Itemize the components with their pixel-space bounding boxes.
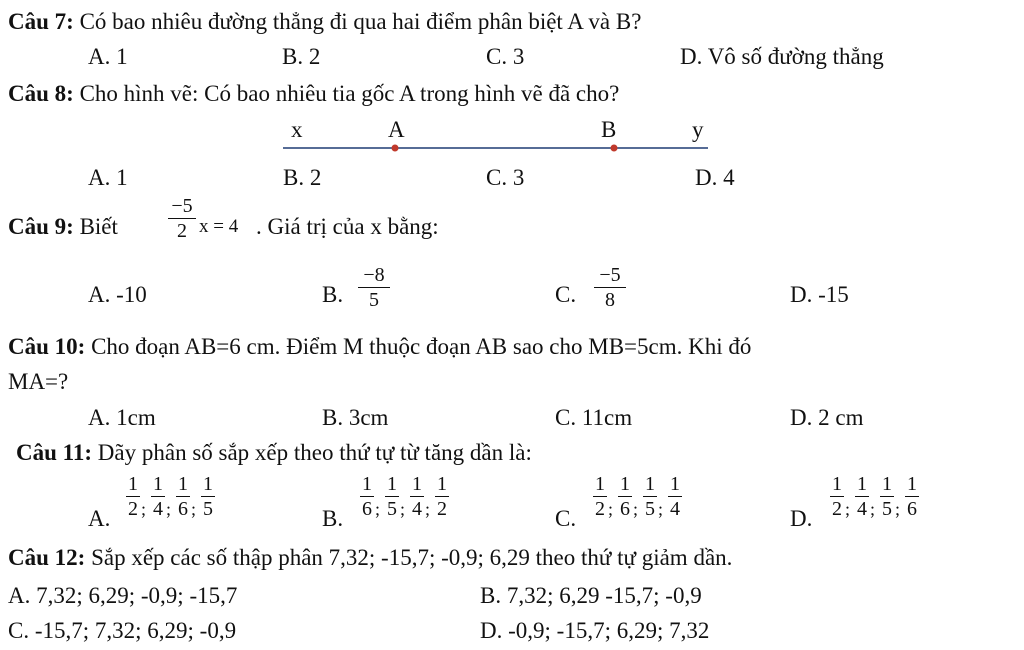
q11-option-a bbox=[88, 474, 248, 534]
q11-option-a-label: A. bbox=[88, 506, 111, 531]
question-10-text: Cho đoạn AB=6 cm. Điểm M thuộc đoạn AB sao cho MB=5cm. Khi đó bbox=[85, 334, 752, 359]
q11-d-fraction-3 bbox=[880, 474, 894, 519]
point-label-y: y bbox=[692, 117, 704, 142]
q11-d-fraction-4 bbox=[905, 474, 919, 519]
q11-option-c bbox=[555, 474, 715, 534]
separator: ; bbox=[633, 499, 639, 519]
separator: ; bbox=[658, 499, 664, 519]
q9-option-c-bar bbox=[594, 287, 626, 288]
denominator: 4 bbox=[412, 498, 422, 520]
q10-option-a: A. 1cm bbox=[88, 405, 156, 430]
fraction-bar bbox=[385, 496, 399, 497]
question-7-label: Câu 7: bbox=[8, 9, 74, 34]
q11-b-fraction-1 bbox=[360, 474, 374, 519]
numerator: 1 bbox=[178, 473, 188, 495]
q11-option-b-label: B. bbox=[322, 506, 344, 531]
q11-c-fraction-1 bbox=[593, 474, 607, 519]
separator: ; bbox=[141, 499, 147, 519]
fraction-bar bbox=[855, 496, 869, 497]
fraction-bar bbox=[880, 496, 894, 497]
fraction-bar bbox=[435, 496, 449, 497]
q11-b-fraction-3 bbox=[410, 474, 424, 519]
numerator: 1 bbox=[832, 473, 842, 495]
numerator: 1 bbox=[907, 473, 917, 495]
q9-option-b-bar bbox=[358, 287, 390, 288]
q7-option-d: D. Vô số đường thẳng bbox=[680, 44, 884, 69]
q11-b-fraction-2 bbox=[385, 474, 399, 519]
fraction-bar bbox=[126, 496, 140, 497]
denominator: 2 bbox=[832, 498, 842, 520]
question-7-text: Có bao nhiêu đường thẳng đi qua hai điểm phân biệt A và B? bbox=[73, 9, 642, 34]
q9-option-a: A. -10 bbox=[88, 282, 147, 307]
q11-a-fraction-2 bbox=[151, 474, 165, 519]
separator: ; bbox=[400, 499, 406, 519]
question-9-prefix bbox=[8, 215, 118, 238]
q8-option-a: A. 1 bbox=[88, 165, 128, 190]
q9-option-c-fraction bbox=[594, 265, 626, 310]
q11-option-b bbox=[322, 474, 482, 534]
numerator: 1 bbox=[203, 473, 213, 495]
fraction-bar bbox=[151, 496, 165, 497]
q11-c-fraction-4 bbox=[668, 474, 682, 519]
question-11-text: Dãy phân số sắp xếp theo thứ tự từ tăng dần là: bbox=[92, 440, 532, 465]
q9-option-c-denominator: 8 bbox=[605, 289, 615, 311]
q10-option-d: D. 2 cm bbox=[790, 405, 864, 430]
q9-expr-tail: x = 4 bbox=[199, 216, 239, 237]
question-11-label: Câu 11: bbox=[16, 440, 93, 465]
point-b-dot bbox=[611, 145, 618, 152]
q8-option-c: C. 3 bbox=[486, 165, 525, 190]
separator: ; bbox=[870, 499, 876, 519]
numerator: 1 bbox=[387, 473, 397, 495]
q12-option-b: B. 7,32; 6,29 -15,7; -0,9 bbox=[480, 583, 702, 608]
fraction-bar bbox=[618, 496, 632, 497]
denominator: 4 bbox=[153, 498, 163, 520]
denominator: 6 bbox=[178, 498, 188, 520]
denominator: 2 bbox=[437, 498, 447, 520]
q9-option-c-numerator: −5 bbox=[599, 264, 621, 286]
question-10 bbox=[8, 335, 751, 358]
separator: ; bbox=[608, 499, 614, 519]
denominator: 2 bbox=[128, 498, 138, 520]
q12-option-c: C. -15,7; 7,32; 6,29; -0,9 bbox=[8, 618, 237, 643]
denominator: 2 bbox=[595, 498, 605, 520]
q11-a-fraction-1 bbox=[126, 474, 140, 519]
q9-option-b-numerator: −8 bbox=[363, 264, 385, 286]
question-12 bbox=[8, 546, 732, 569]
q9-expr-fraction bbox=[168, 196, 196, 241]
q9-option-b-denominator: 5 bbox=[369, 289, 379, 311]
q10-option-c: C. 11cm bbox=[555, 405, 633, 430]
point-label-x: x bbox=[291, 117, 303, 142]
numerator: 1 bbox=[857, 473, 867, 495]
q9-expr-numerator: −5 bbox=[171, 195, 193, 217]
question-10-label: Câu 10: bbox=[8, 334, 86, 359]
q11-d-fraction-1 bbox=[830, 474, 844, 519]
denominator: 4 bbox=[670, 498, 680, 520]
q9-expr-fraction-bar bbox=[168, 218, 196, 219]
q11-option-c-label: C. bbox=[555, 506, 577, 531]
q11-d-fraction-2 bbox=[855, 474, 869, 519]
q7-option-b: B. 2 bbox=[282, 44, 321, 69]
q8-option-b: B. 2 bbox=[283, 165, 322, 190]
question-11 bbox=[16, 441, 532, 464]
q11-a-fraction-4 bbox=[201, 474, 215, 519]
fraction-bar bbox=[668, 496, 682, 497]
denominator: 5 bbox=[203, 498, 213, 520]
q11-b-fraction-4 bbox=[435, 474, 449, 519]
denominator: 5 bbox=[645, 498, 655, 520]
question-8-label: Câu 8: bbox=[8, 81, 74, 106]
denominator: 5 bbox=[387, 498, 397, 520]
fraction-bar bbox=[830, 496, 844, 497]
q8-option-d: D. 4 bbox=[695, 165, 735, 190]
numerator: 1 bbox=[645, 473, 655, 495]
separator: ; bbox=[191, 499, 197, 519]
numerator: 1 bbox=[620, 473, 630, 495]
q11-a-fraction-3 bbox=[176, 474, 190, 519]
q11-c-fraction-2 bbox=[618, 474, 632, 519]
fraction-bar bbox=[643, 496, 657, 497]
q7-option-c: C. 3 bbox=[486, 44, 525, 69]
question-9-post: . Giá trị của x bằng: bbox=[256, 214, 439, 239]
point-label-b: B bbox=[601, 117, 617, 142]
separator: ; bbox=[375, 499, 381, 519]
point-label-a: A bbox=[388, 117, 405, 142]
denominator: 6 bbox=[362, 498, 372, 520]
numerator: 1 bbox=[437, 473, 447, 495]
numerator: 1 bbox=[882, 473, 892, 495]
fraction-bar bbox=[201, 496, 215, 497]
q11-option-d bbox=[790, 474, 950, 534]
separator: ; bbox=[425, 499, 431, 519]
q12-option-d: D. -0,9; -15,7; 6,29; 7,32 bbox=[480, 618, 710, 643]
fraction-bar bbox=[176, 496, 190, 497]
denominator: 6 bbox=[620, 498, 630, 520]
question-12-text: Sắp xếp các số thập phân 7,32; -15,7; -0,9; 6,29 theo thứ tự giảm dần. bbox=[85, 545, 733, 570]
separator: ; bbox=[845, 499, 851, 519]
fraction-bar bbox=[593, 496, 607, 497]
q12-option-a: A. 7,32; 6,29; -0,9; -15,7 bbox=[8, 583, 238, 608]
question-10-text-cont: MA=? bbox=[8, 369, 69, 394]
denominator: 5 bbox=[882, 498, 892, 520]
question-9-pre: Biết bbox=[73, 214, 118, 239]
point-a-dot bbox=[392, 145, 399, 152]
numerator: 1 bbox=[670, 473, 680, 495]
q9-option-d: D. -15 bbox=[790, 282, 849, 307]
numerator: 1 bbox=[362, 473, 372, 495]
question-12-label: Câu 12: bbox=[8, 545, 86, 570]
numerator: 1 bbox=[595, 473, 605, 495]
q9-option-b-label: B. bbox=[322, 282, 344, 307]
numerator: 1 bbox=[128, 473, 138, 495]
denominator: 4 bbox=[857, 498, 867, 520]
numerator: 1 bbox=[412, 473, 422, 495]
q9-option-b-fraction bbox=[358, 265, 390, 310]
question-9-label: Câu 9: bbox=[8, 214, 74, 239]
denominator: 6 bbox=[907, 498, 917, 520]
separator: ; bbox=[166, 499, 172, 519]
numerator: 1 bbox=[153, 473, 163, 495]
q10-option-b: B. 3cm bbox=[322, 405, 389, 430]
q9-option-c-label: C. bbox=[555, 282, 577, 307]
q7-option-a: A. 1 bbox=[88, 44, 128, 69]
fraction-bar bbox=[360, 496, 374, 497]
question-8-text: Cho hình vẽ: Có bao nhiêu tia gốc A trong hình vẽ đã cho? bbox=[73, 81, 620, 106]
fraction-bar bbox=[410, 496, 424, 497]
q11-c-fraction-3 bbox=[643, 474, 657, 519]
q11-option-d-label: D. bbox=[790, 506, 813, 531]
q9-expr-denominator: 2 bbox=[177, 220, 187, 242]
fraction-bar bbox=[905, 496, 919, 497]
separator: ; bbox=[895, 499, 901, 519]
